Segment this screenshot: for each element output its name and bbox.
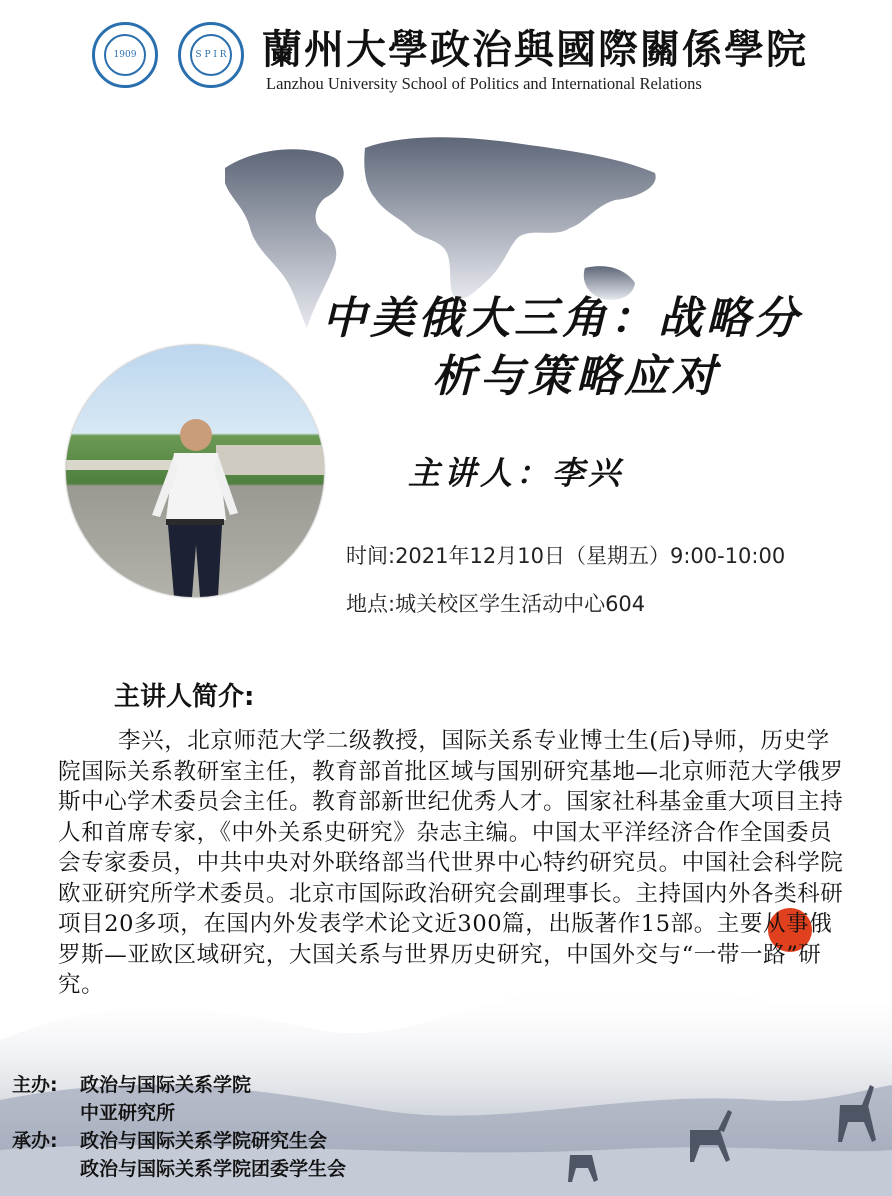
event-time: 时间:2021年12月10日（星期五）9:00-10:00	[346, 544, 786, 568]
bio-heading: 主讲人简介:	[114, 682, 255, 712]
title-line-2: 析与策略应对	[432, 351, 720, 402]
speaker-figure-icon	[66, 345, 324, 597]
seal-abbrev: S P I R	[190, 34, 232, 76]
host-1: 政治与国际关系学院	[80, 1074, 252, 1096]
cohost-label: 承办:	[12, 1130, 58, 1152]
cohost-row-2	[80, 1154, 346, 1181]
host-row-2	[80, 1098, 175, 1125]
school-name-cn: 蘭州大學政治與國際關係學院	[262, 26, 808, 73]
school-seal-icon	[178, 22, 244, 88]
host-2: 中亚研究所	[80, 1102, 176, 1124]
header	[0, 0, 892, 110]
bio-text: 李兴，北京师范大学二级教授，国际关系专业博士生(后)导师，历史学院国际关系教研室主任，教育部首批区域与国别研究基地—北京师范大学俄罗斯中心学术委员会主任。教育部新世纪优秀人才。国家社科基金重大项目主持人和首席专家，《中外关系史研究》杂志主编。中国太平洋经济合作全国委员会专家委员，中共中央对外联络部当代世界中心特约研究员。中国社会科学院欧亚研究所学术委员。北京市国际政治研究会副理事长。主持国内外各类科研项目20多项，在国内外发表学术论文近300篇，出版著作15部。主要从事俄罗斯—亚欧区域研究，大国关系与世界历史研究，中国外交与“一带一路”研究。	[58, 728, 844, 998]
speaker-photo	[66, 345, 324, 597]
lecture-title	[322, 290, 862, 406]
event-place: 地点:城关校区学生活动中心604	[346, 592, 646, 616]
seal-year: 1909	[104, 34, 146, 76]
speaker-name: 主讲人：李兴	[408, 454, 625, 492]
host-label: 主办:	[12, 1074, 58, 1096]
cohost-1: 政治与国际关系学院研究生会	[80, 1130, 328, 1152]
cohost-row-1	[12, 1126, 327, 1153]
university-seal-icon	[92, 22, 158, 88]
host-row-1	[12, 1070, 251, 1097]
cohost-2: 政治与国际关系学院团委学生会	[80, 1158, 347, 1180]
title-line-1: 中美俄大三角：战略分	[322, 293, 802, 344]
school-name-en: Lanzhou University School of Politics and International Relations	[266, 74, 702, 93]
